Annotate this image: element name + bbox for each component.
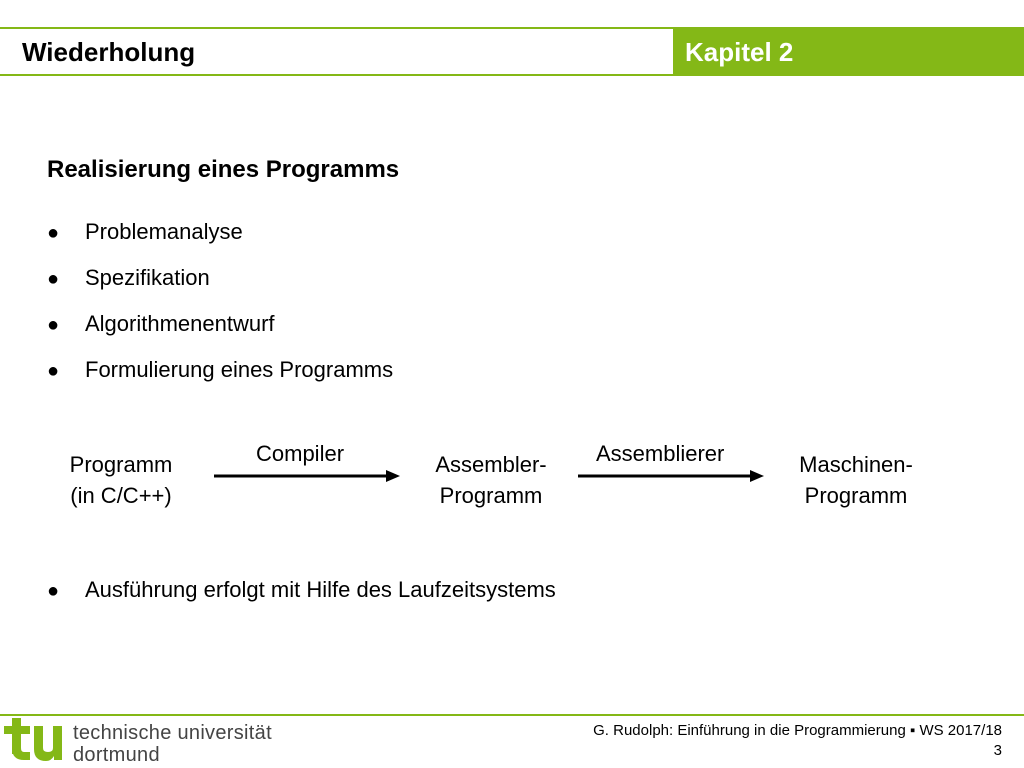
bullet-item — [47, 310, 275, 339]
node-label-line1: Maschinen- — [799, 452, 913, 477]
node-label-line2: (in C/C++) — [70, 483, 172, 508]
bullet-text: Spezifikation — [85, 265, 210, 290]
bullet-dot-icon: ● — [47, 314, 60, 336]
university-name — [73, 722, 272, 766]
diagram-node-assembler-program — [416, 449, 566, 511]
arrow-compiler-icon — [212, 467, 402, 485]
footer-rule — [0, 714, 1024, 716]
footer-citation: G. Rudolph: Einführung in die Programmierung ▪ WS 2017/18 — [593, 722, 1002, 739]
university-name-line1: technische universität — [73, 722, 272, 744]
bullet-text: Problemanalyse — [85, 219, 243, 244]
edge-label-compiler: Compiler — [256, 441, 345, 466]
arrow-assembler-icon — [576, 467, 766, 485]
diagram-node-source-program — [46, 449, 196, 511]
diagram-node-machine-program — [778, 449, 934, 511]
header-bottom-rule — [0, 74, 1024, 76]
node-label-line2: Programm — [804, 483, 908, 508]
section-title: Realisierung eines Programms — [47, 156, 400, 183]
university-name-line2: dortmund — [73, 744, 160, 766]
tu-logo-icon — [4, 718, 70, 764]
bullet-text: Formulierung eines Programms — [85, 357, 394, 382]
chapter-badge — [673, 29, 1024, 74]
node-label-line2: Programm — [439, 483, 543, 508]
bullet-dot-icon: ● — [47, 580, 60, 602]
node-label-line1: Programm — [69, 452, 173, 477]
bullet-item — [47, 576, 556, 605]
bullet-text: Algorithmenentwurf — [85, 311, 275, 336]
header-title: Wiederholung — [22, 37, 196, 67]
bullet-dot-icon: ● — [47, 360, 60, 382]
chapter-label: Kapitel 2 — [685, 37, 794, 67]
edge-label-assembler: Assemblierer — [596, 441, 725, 466]
bullet-dot-icon: ● — [47, 268, 60, 290]
bullet-dot-icon: ● — [47, 222, 60, 244]
bullet-item — [47, 264, 210, 293]
bullet-text: Ausführung erfolgt mit Hilfe des Laufzeitsystems — [85, 577, 556, 602]
page-number: 3 — [993, 742, 1002, 759]
bullet-item — [47, 218, 243, 247]
bullet-item — [47, 356, 393, 385]
node-label-line1: Assembler- — [435, 452, 547, 477]
